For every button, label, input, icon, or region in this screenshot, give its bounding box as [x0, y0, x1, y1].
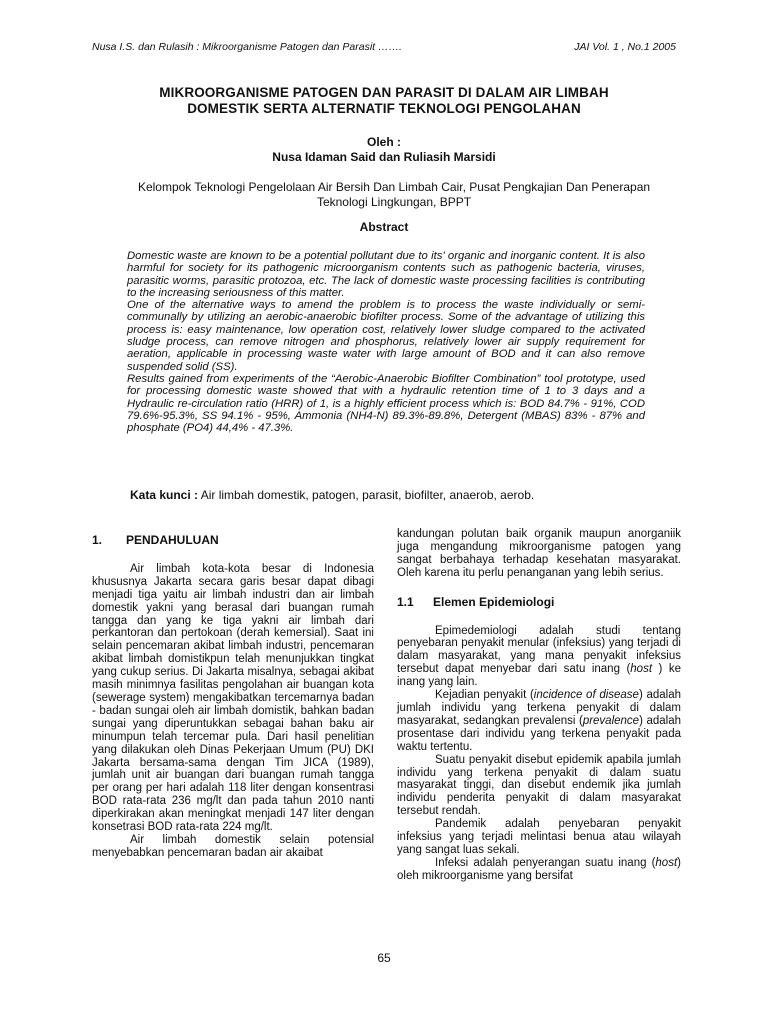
- paper-title: [60, 85, 708, 117]
- abstract-body: [127, 250, 645, 434]
- byline: [60, 135, 708, 165]
- keywords: [130, 488, 678, 502]
- running-header: [92, 41, 676, 53]
- body-paragraph: Epimedemiologi adalah studi tentang penyebaran penyakit menular (infeksius) yang terjadi di dalam masyarakat, yang mana penyakit infeksius tersebut dapat menyebar dari satu inang (host ) ke inang yang lain.: [397, 624, 681, 689]
- body-paragraph: Infeksi adalah penyerangan suatu inang (host) oleh mikroorganisme yang bersifat: [397, 856, 681, 882]
- byline-label: Oleh :: [366, 135, 401, 149]
- abstract-paragraph: One of the alternative ways to amend the problem is to process the waste individually or semi-communally by utilizing an aerobic-anaerobic biofilter process. Some of the advantage of utilizing this process is: easy maintenance, low operation cost, relatively lower sludge compared to the activated sludge process, can remove nitrogen and phosphorus, relatively lower air supply requirement for aeration, applicable in processing waste water with large amount of BOD and it can also remove suspended solid (SS).: [127, 299, 645, 373]
- section-number: 1.: [92, 533, 103, 547]
- abstract-heading: Abstract: [359, 220, 409, 234]
- body-paragraph: Kejadian penyakit (incidence of disease) adalah jumlah individu yang terkena penyakit di dalam masyarakat, sedangkan prevalensi (prevalence) adalah prosentase dari individu yang terkena penyakit pada waktu tertentu.: [397, 689, 681, 753]
- affiliation: Kelompok Teknologi Pengelolaan Air Bersih Dan Limbah Cair, Pusat Pengkajian Dan Penerapan Teknologi Lingkungan, BPPT: [137, 180, 651, 209]
- abstract-paragraph: Results gained from experiments of the “Aerobic-Anaerobic Biofilter Combination” tool prototype, used for processing domestic waste showed that with a hydraulic retention time of 1 to 3 days and a Hydraulic re-circulation ratio (HRR) of 1, is a highly efficient process which is: BOD 84.7% - 91%, COD 79.6%-95.3%, SS 94.1% - 95%, Ammonia (NH4-N) 89.3%-89.8%, Detergent (MBAS) 83% - 87% and phosphate (PO4) 44,4% - 47.3%.: [127, 372, 645, 435]
- body-paragraph: Air limbah domestik selain potensial menyebabkan pencemaran badan air akaibat: [92, 833, 374, 859]
- section-heading: [92, 534, 374, 547]
- title-line-1: MIKROORGANISME PATOGEN DAN PARASIT DI DALAM AIR LIMBAH: [159, 85, 609, 100]
- title-line-2: DOMESTIK SERTA ALTERNATIF TEKNOLOGI PENGOLAHAN: [187, 101, 581, 116]
- subsection-heading: [397, 596, 681, 609]
- left-column: [92, 534, 374, 860]
- body-paragraph: Air limbah kota-kota besar di Indonesia khususnya Jakarta secara garis besar dapat dibagi menjadi tiga yaitu air limbah industri dan air limbah domestik yakni yang berasal dari buangan rumah tangga dan yang ke tiga yakni air limbah dari perkantoran dan pertokoan (derah kemersial). Saat ini selain pencemaran akibat limbah industri, pencemaran akibat limbah domistikpun telah menunjukkan tingkat yang cukup serius. Di Jakarta misalnya, sebagai akibat masih minimnya fasilitas pengolahan air buangan kota (sewerage system) mengakibatkan tercemarnya badan - badan sungai oleh air limbah domistik, bahkan badan sungai yang diperuntukkan sebagai bahan baku air minumpun telah tercemar pula. Dari hasil penelitian yang dilakukan oleh Dinas Pekerjaan Umum (PU) DKI Jakarta bersama-sama dengan Tim JICA (1989), jumlah unit air buangan dari buangan rumah tangga per orang per hari adalah 118 liter dengan konsentrasi BOD rata-rata 236 mg/lt dan pada tahun 2010 nanti diperkirakan akan meningkat menjadi 147 liter dengan konsetrasi BOD rata-rata 224 mg/lt.: [92, 562, 374, 834]
- subsection-number: 1.1: [397, 594, 414, 609]
- body-paragraph: Pandemik adalah penyebaran penyakit infeksius yang terjadi melintasi benua atau wilayah yang sangat luas sekali.: [397, 818, 681, 856]
- authors: Nusa Idaman Said dan Ruliasih Marsidi: [272, 150, 496, 164]
- body-paragraph-continuation: kandungan polutan baik organik maupun anorganiik juga mengandung mikroorganisme patogen yang sangat berbahaya terhadap kesehatan masyarakat. Oleh karena itu perlu penanganan yang lebih serius.: [397, 528, 681, 579]
- keywords-label: Kata kunci :: [130, 488, 199, 502]
- running-header-right: JAI Vol. 1 , No.1 2005: [574, 41, 676, 53]
- body-paragraph: Suatu penyakit disebut epidemik apabila jumlah individu yang terkena penyakit di dalam suatu masyarakat tinggi, dan disebut endemik jika jumlah individu penderita penyakit di dalam masyarakat tersebut rendah.: [397, 753, 681, 818]
- page-number: 65: [377, 951, 391, 965]
- keywords-text: Air limbah domestik, patogen, parasit, biofilter, anaerob, aerob.: [198, 488, 535, 502]
- right-column: [397, 528, 681, 883]
- running-header-left: Nusa I.S. dan Rulasih : Mikroorganisme Patogen dan Parasit …….: [92, 41, 402, 53]
- section-title: PENDAHULUAN: [126, 533, 219, 547]
- abstract-paragraph: Domestic waste are known to be a potential pollutant due to its' organic and inorganic content. It is also harmful for society for its pathogenic microorganism contents such as pathogenic bacteria, viruses, parasitic worms, parasitic protozoa, etc. The lack of domestic waste processing facilities is contributing to the increasing seriousness of this matter.: [127, 250, 645, 299]
- subsection-title: Elemen Epidemiologi: [433, 594, 555, 609]
